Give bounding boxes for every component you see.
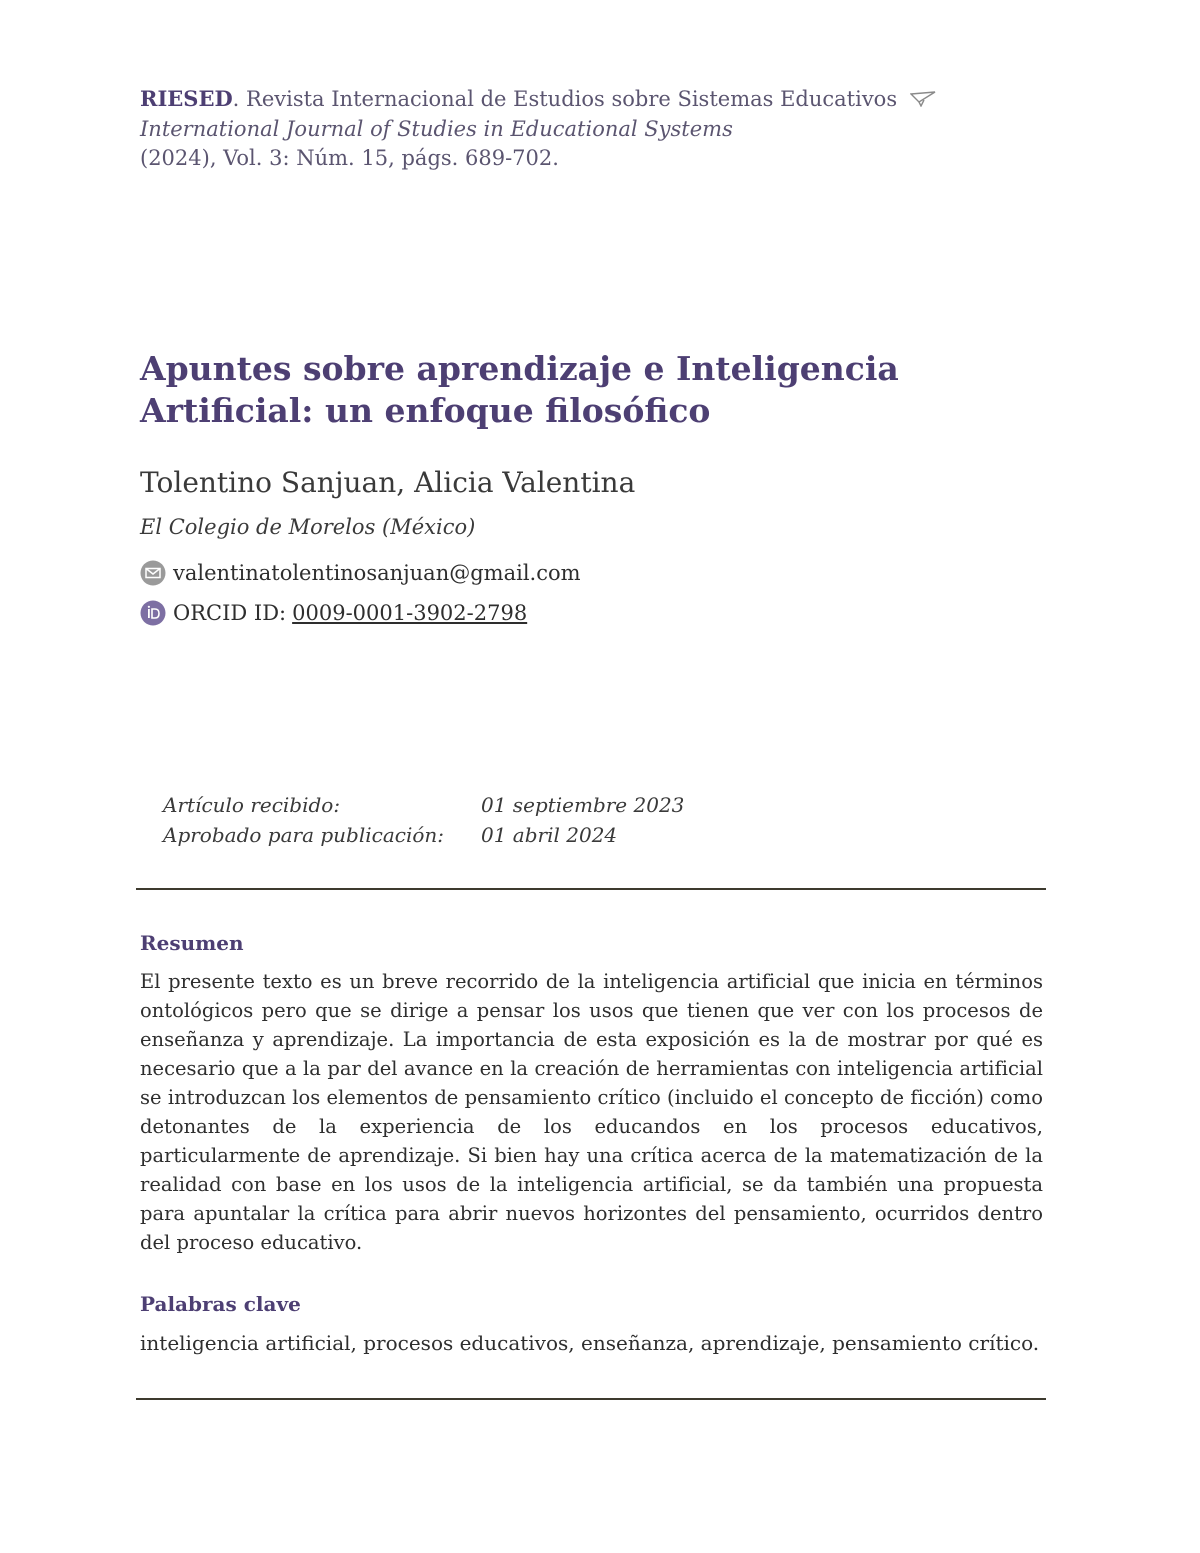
received-row [163,790,684,820]
email-row [140,559,581,587]
keywords-heading: Palabras clave [140,1292,301,1316]
approved-value: 01 abril 2024 [481,823,618,847]
author-name: Tolentino Sanjuan, Alicia Valentina [140,466,636,499]
received-value: 01 septiembre 2023 [481,793,685,817]
orcid-link[interactable]: 0009-0001-3902-2798 [292,601,528,625]
approved-row [163,820,684,850]
journal-citation: (2024), Vol. 3: Núm. 15, págs. 689-702. [140,146,559,170]
divider-bottom [136,1398,1046,1400]
envelope-icon [140,560,166,586]
orcid-label: ORCID ID: [173,601,287,625]
journal-english-name: International Journal of Studies in Educational Systems [140,117,733,141]
abstract-text: El presente texto es un breve recorrido de la inteligencia artificial que inicia en términos ontológicos pero que se dirige a pensar los usos que tienen que ver con los procesos de enseñanza y aprendizaje. La importancia de esta exposición es la de mostrar por qué es necesario que a la par del avance en la creación de herramientas con inteligencia artificial se introduzcan los elementos de pensamiento crítico (incluido el concepto de ficción) como detonantes de la experiencia de los educandos en los procesos educativos, particularmente de aprendizaje. Si bien hay una crítica acerca de la matematización de la realidad con base en los usos de la inteligencia artificial, se da también una propuesta para apuntalar la crítica para abrir nuevos horizontes del pensamiento, ocurridos dentro del proceso educativo. [140,970,1043,1254]
divider-top [136,888,1046,890]
author-affiliation: El Colegio de Morelos (México) [140,515,476,539]
paper-plane-icon [910,86,936,115]
journal-acronym: RIESED [140,86,233,111]
received-label: Artículo recibido: [163,793,341,817]
orcid-icon [140,600,166,626]
article-title: Apuntes sobre aprendizaje e Inteligencia Artificial: un enfoque filosófico [140,349,899,430]
journal-header [140,84,936,173]
article-dates [163,790,684,850]
journal-name: . Revista Internacional de Estudios sobre Sistemas Educativos [232,87,898,111]
orcid-row [140,599,527,627]
approved-label: Aprobado para publicación: [163,823,445,847]
journal-name-line [140,84,936,115]
keywords-text: inteligencia artificial, procesos educativos, enseñanza, aprendizaje, pensamiento crítico. [140,1331,1040,1355]
author-email[interactable]: valentinatolentinosanjuan@gmail.com [173,561,581,585]
abstract-heading: Resumen [140,931,244,955]
